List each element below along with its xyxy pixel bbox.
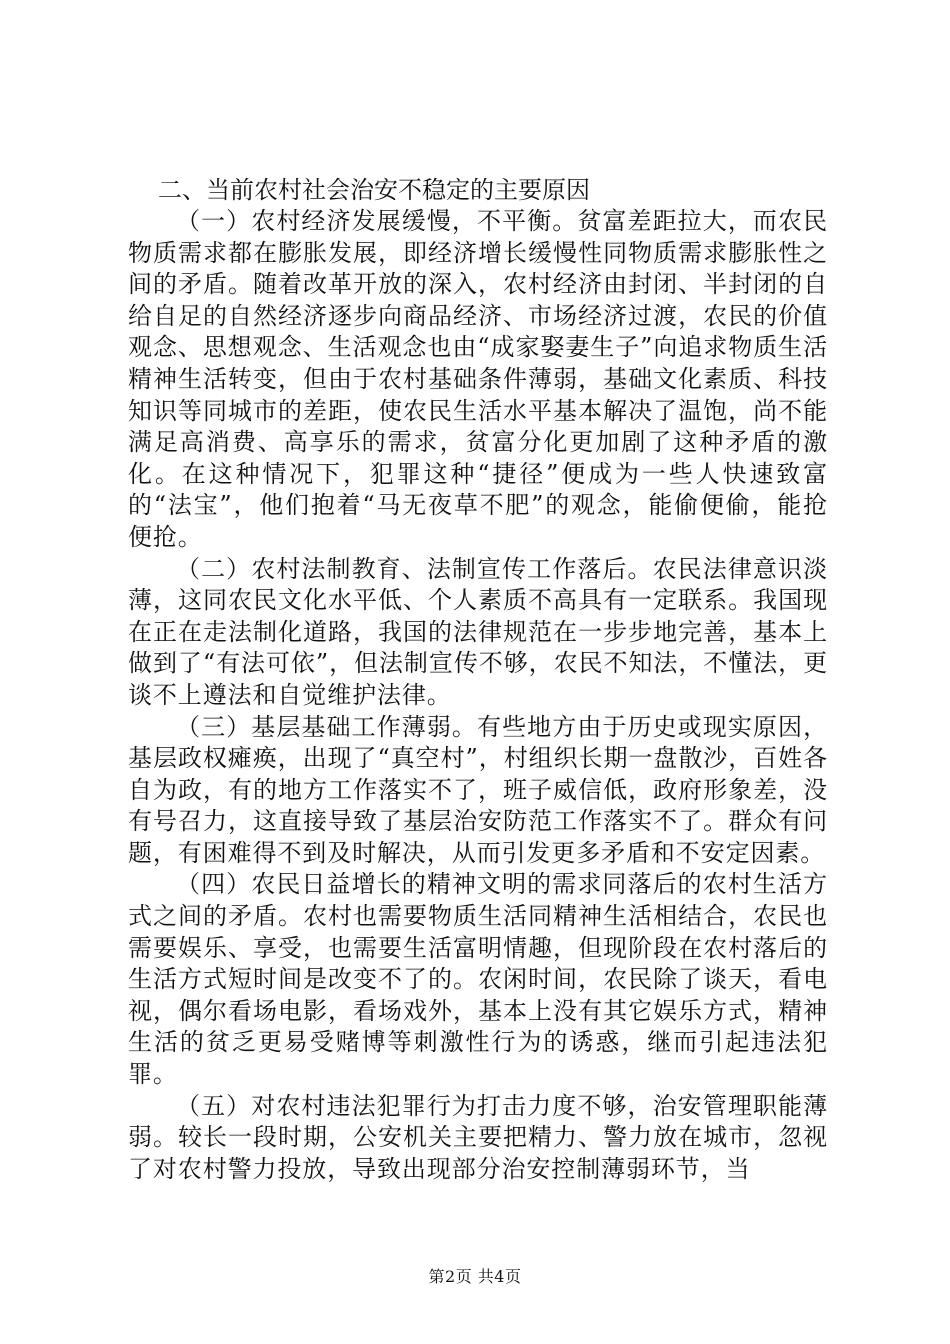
page-indicator: 第2页 共4页 [428,1267,522,1286]
paragraph-1: （一）农村经济发展缓慢，不平衡。贫富差距拉大，而农民物质需求都在膨胀发展，即经济增长缓慢性同物质需求膨胀性之间的矛盾。随着改革开放的深入，农村经济由封闭、半封闭的自给自足的自然经济逐步向商品经济、市场经济过渡，农民的价值观念、思想观念、生活观念也由“成家娶妻生子”向追求物质生活精神生活转变，但由于农村基础条件薄弱，基础文化素质、科技知识等同城市的差距，使农民生活水平基本解决了温饱，尚不能满足高消费、高享乐的需求，贫富分化更加剧了这种矛盾的激化。在这种情况下，犯罪这种“捷径”便成为一些人快速致富的“法宝”，他们抱着“马无夜草不肥”的观念，能偷便偷，能抢便抢。 [128,207,828,551]
document-body [128,175,828,1185]
section-heading: 二、当前农村社会治安不稳定的主要原因 [158,176,590,204]
page-footer [0,1267,950,1287]
paragraph-4: （四）农民日益增长的精神文明的需求同落后的农村生活方式之间的矛盾。农村也需要物质生活同精神生活相结合，农民也需要娱乐、享受，也需要生活富明情趣，但现阶段在农村落后的生活方式短时间是改变不了的。农闲时间，农民除了谈天，看电视，偶尔看场电影，看场戏外，基本上没有其它娱乐方式，精神生活的贫乏更易受赌博等刺激性行为的诱惑，继而引起违法犯罪。 [128,870,828,1089]
paragraph-3: （三）基层基础工作薄弱。有些地方由于历史或现实原因，基层政权瘫痪，出现了“真空村”，村组织长期一盘散沙，百姓各自为政，有的地方工作落实不了，班子威信低，政府形象差，没有号召力，这直接导致了基层治安防范工作落实不了。群众有问题，有困难得不到及时解决，从而引发更多矛盾和不安定因素。 [128,712,828,867]
paragraph-2: （二）农村法制教育、法制宣传工作落后。农民法律意识淡薄，这同农民文化水平低、个人素质不高具有一定联系。我国现在正在走法制化道路，我国的法律规范在一步步地完善，基本上做到了“有法可依”，但法制宣传不够，农民不知法，不懂法，更谈不上遵法和自觉维护法律。 [128,554,828,709]
paragraph-5: （五）对农村违法犯罪行为打击力度不够，治安管理职能薄弱。较长一段时期，公安机关主要把精力、警力放在城市，忽视了对农村警力投放，导致出现部分治安控制薄弱环节，当 [128,1091,828,1183]
